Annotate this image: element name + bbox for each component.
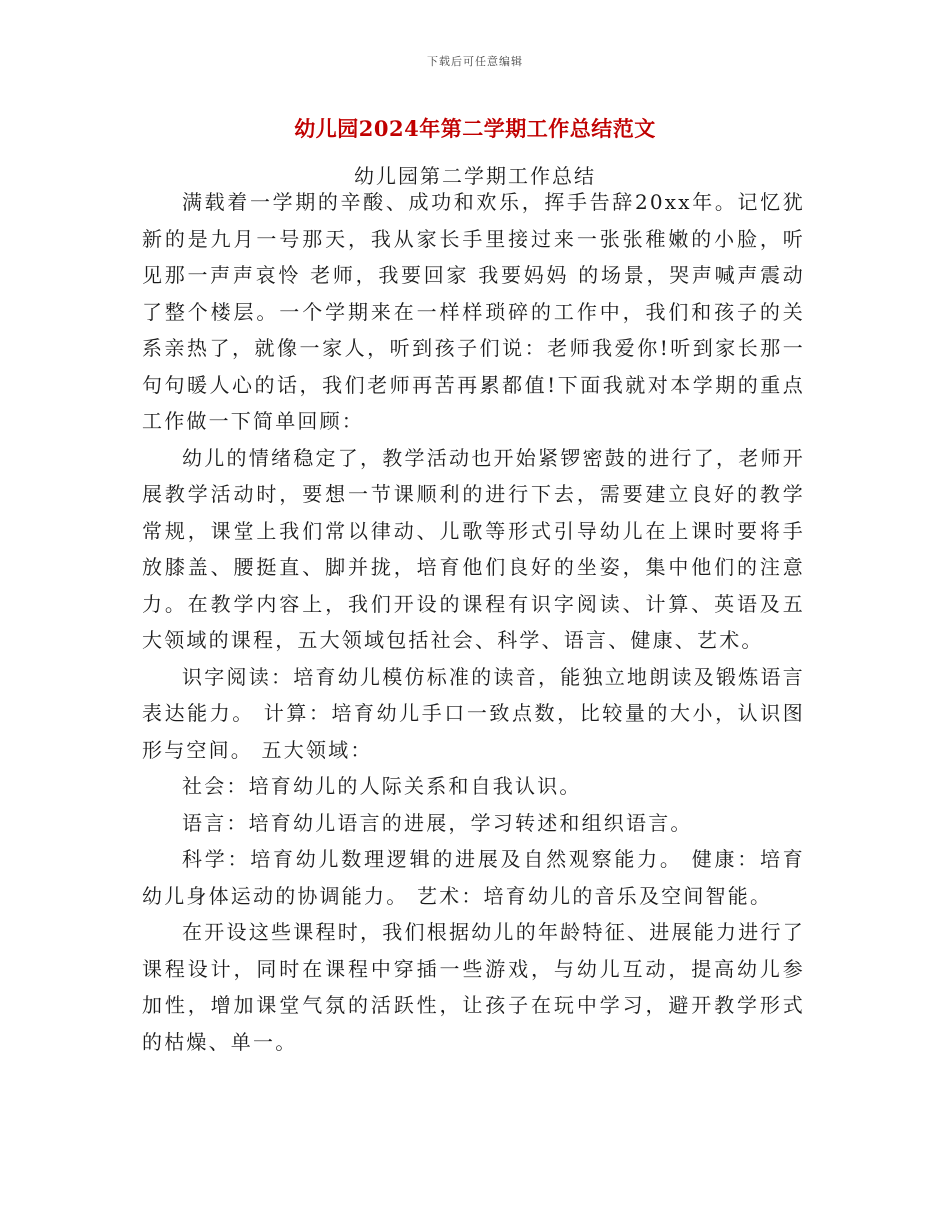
paragraph-language: 语言：培育幼儿语言的进展，学习转述和组织语言。 bbox=[182, 810, 693, 835]
paragraph-intro: 满载着一学期的辛酸、成功和欢乐，挥手告辞20xx年。记忆犹新的是九月一号那天，我从家长手里接过来一张张稚嫩的小脸，听见那一声声哀怜 老师，我要回家 我要妈妈 的场景，哭声喊声震动了整个楼层。一个学期来在一样样琐碎的工作中，我们和孩子的关系亲热了，就像一家人，听到孩子们说：老师我爱你!听到家长那一句句暖人心的话，我们老师再苦再累都值!下面我就对本学期的重点工作做一下简单回顾： bbox=[142, 190, 805, 433]
header-note: 下载后可任意编辑 bbox=[427, 55, 523, 68]
document-subtitle: 幼儿园第二学期工作总结 bbox=[354, 164, 596, 188]
paragraph-course-design: 在开设这些课程时，我们根据幼儿的年龄特征、进展能力进行了课程设计，同时在课程中穿插一些游戏，与幼儿互动，提高幼儿参加性，增加课堂气氛的活跃性，让孩子在玩中学习，避开教学形式的枯燥、单一。 bbox=[142, 920, 805, 1054]
document-title: 幼儿园2024年第二学期工作总结范文 bbox=[294, 116, 656, 141]
paragraph-society: 社会：培育幼儿的人际关系和自我认识。 bbox=[182, 774, 582, 798]
paragraph-teaching-routine: 幼儿的情绪稳定了，教学活动也开始紧锣密鼓的进行了，老师开展教学活动时，要想一节课顺利的进行下去，需要建立良好的教学常规，课堂上我们常以律动、儿歌等形式引导幼儿在上课时要将手放膝盖、腰挺直、脚并拢，培育他们良好的坐姿，集中他们的注意力。在教学内容上，我们开设的课程有识字阅读、计算、英语及五大领域的课程，五大领域包括社会、科学、语言、健康、艺术。 bbox=[142, 445, 805, 652]
paragraph-literacy-math: 识字阅读：培育幼儿模仿标准的读音，能独立地朗读及锻炼语言表达能力。 计算：培育幼儿手口一致点数，比较量的大小，认识图形与空间。 五大领域： bbox=[142, 664, 805, 762]
paragraph-science-health-art: 科学：培育幼儿数理逻辑的进展及自然观察能力。 健康：培育幼儿身体运动的协调能力。 艺术：培育幼儿的音乐及空间智能。 bbox=[142, 847, 805, 908]
document-body bbox=[142, 184, 805, 1060]
